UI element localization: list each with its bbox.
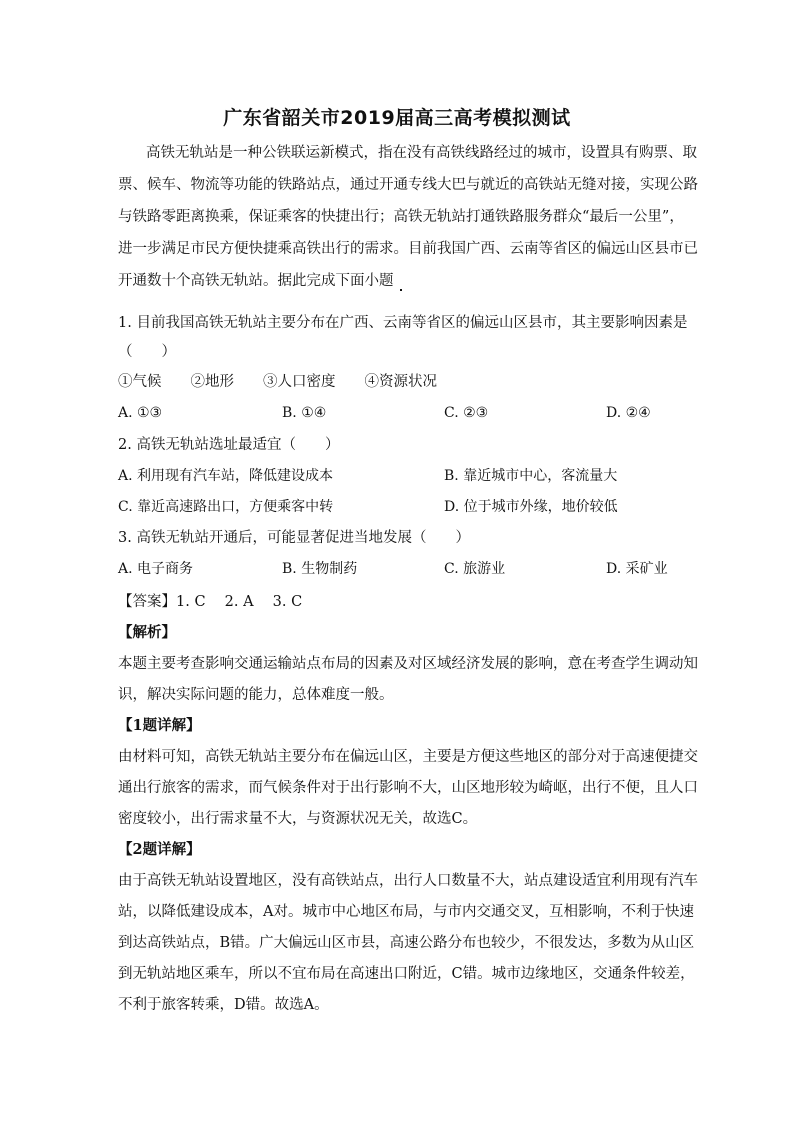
detail1-line-3: 密度较小，出行需求量不大，与资源状况无关，故选C。 — [118, 811, 478, 827]
answer-line: 【答案】1. C 2. A 3. C — [118, 594, 303, 610]
q3-option-b: B. 生物制药 — [282, 561, 358, 577]
intro-line-2: 票、候车、物流等功能的铁路站点，通过开通专线大巴与就近的高铁站无缝对接，实现公路 — [118, 177, 698, 193]
document-title: 广东省韶关市2019届高三高考模拟测试 — [223, 107, 571, 129]
detail2-line-4: 到无轨站地区乘车，所以不宜布局在高速出口附近，C错。城市边缘地区，交通条件较差， — [118, 966, 695, 982]
analysis-heading: 【解析】 — [118, 624, 176, 641]
q2-option-b: B. 靠近城市中心，客流量大 — [444, 468, 618, 484]
q1-option-b: B. ①④ — [282, 405, 327, 421]
q1-option-a: A. ①③ — [118, 405, 163, 421]
detail1-line-1: 由材料可知，高铁无轨站主要分布在偏远山区，主要是方便这些地区的部分对于高速便捷交 — [118, 749, 698, 765]
intro-line-4: 进一步满足市民方便快捷乘高铁出行的需求。目前我国广西、云南等省区的偏远山区县市已 — [118, 241, 698, 257]
q1-factors: ①气候 ②地形 ③人口密度 ④资源状况 — [118, 374, 437, 390]
detail2-line-3: 到达高铁站点，B错。广大偏远山区市县，高速公路分布也较少，不很发达，多数为从山区 — [118, 935, 695, 951]
q3-stem: 3. 高铁无轨站开通后，可能显著促进当地发展（ ） — [118, 530, 470, 546]
q2-option-d: D. 位于城市外缘，地价较低 — [444, 499, 618, 515]
analysis-line-2: 识，解决实际问题的能力，总体难度一般。 — [118, 687, 394, 703]
intro-line-5 — [118, 271, 402, 291]
q2-stem: 2. 高铁无轨站选址最适宜（ ） — [118, 437, 340, 453]
q3-option-d: D. 采矿业 — [606, 561, 668, 577]
detail2-line-2: 站，以降低建设成本，A对。城市中心地区布局，与市内交通交叉，互相影响，不利于快速 — [118, 904, 694, 920]
q1-stem-bracket: （ ） — [118, 344, 176, 360]
analysis-line-1: 本题主要考查影响交通运输站点布局的因素及对区域经济发展的影响，意在考查学生调动知 — [118, 656, 698, 672]
q1-option-d: D. ②④ — [606, 405, 651, 421]
q1-stem: 1. 目前我国高铁无轨站主要分布在广西、云南等省区的偏远山区县市，其主要影响因素是 — [118, 315, 688, 331]
q2-option-a: A. 利用现有汽车站，降低建设成本 — [118, 468, 334, 484]
intro-line-5-text: 开通数十个高铁无轨站。据此完成下面小题 — [118, 273, 394, 289]
q1-option-c: C. ②③ — [444, 405, 489, 421]
emphasis-dot — [400, 289, 402, 291]
detail1-line-2: 通出行旅客的需求，而气候条件对于出行影响不大，山区地形较为崎岖，出行不便，且人口 — [118, 780, 698, 796]
intro-line-3: 与铁路零距离换乘，保证乘客的快捷出行；高铁无轨站打通铁路服务群众“最后一公里”， — [118, 209, 684, 225]
intro-line-1: 高铁无轨站是一种公铁联运新模式，指在没有高铁线路经过的城市，设置具有购票、取 — [146, 145, 697, 161]
detail2-heading: 【2题详解】 — [118, 841, 201, 858]
detail2-line-1: 由于高铁无轨站设置地区，没有高铁站点，出行人口数量不大，站点建设适宜利用现有汽车 — [118, 873, 698, 889]
q3-option-a: A. 电子商务 — [118, 561, 194, 577]
detail2-line-5: 不利于旅客转乘，D错。故选A。 — [118, 997, 329, 1013]
detail1-heading: 【1题详解】 — [118, 717, 201, 734]
q2-option-c: C. 靠近高速路出口，方便乘客中转 — [118, 499, 334, 515]
q3-option-c: C. 旅游业 — [444, 561, 506, 577]
